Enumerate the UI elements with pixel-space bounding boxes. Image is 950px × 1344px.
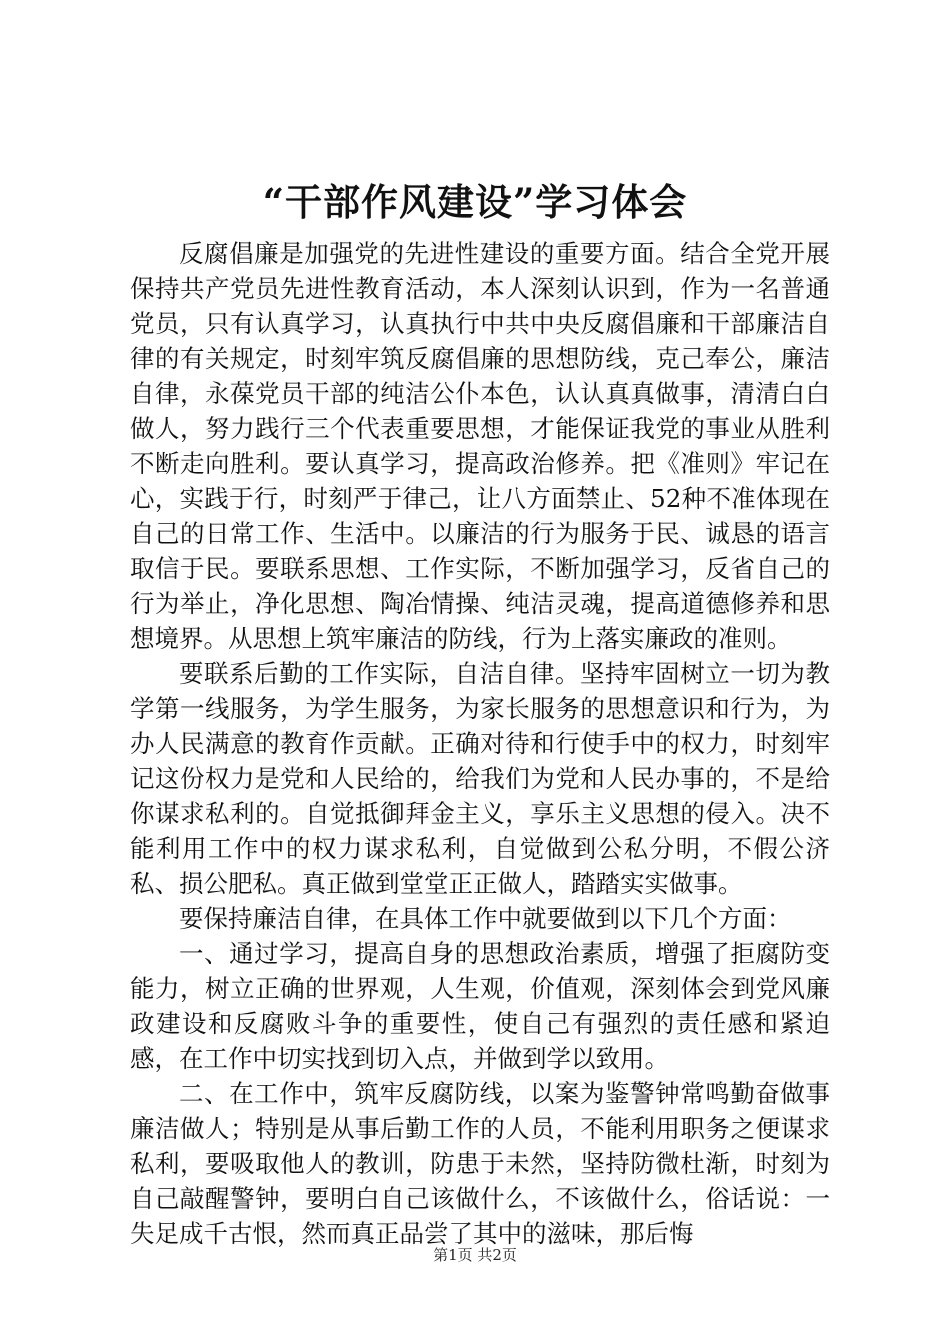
paragraph: 要保持廉洁自律，在具体工作中就要做到以下几个方面： [179,904,792,933]
page-title: “干部作风建设”学习体会 [262,180,688,224]
page-footer: 第1页 共2页 [433,1246,517,1264]
paragraph: 二、在工作中，筑牢反腐防线，以案为鉴警钟常鸣勤奋做事廉洁做人；特别是从事后勤工作的人员，不能利用职务之便谋求私利，要吸取他人的教训，防患于未然，坚持防微杜渐，时刻为自己敲醒警钟，要明白自己该做什么，不该做什么，俗话说：一失足成千古恨，然而真正品尝了其中的滋味，那后悔 [130,1079,830,1248]
document-body [130,236,830,1251]
paragraph: 反腐倡廉是加强党的先进性建设的重要方面。结合全党开展保持共产党员先进性教育活动，本人深刻认识到，作为一名普通党员，只有认真学习，认真执行中共中央反腐倡廉和干部廉洁自律的有关规定，时刻牢筑反腐倡廉的思想防线，克己奉公，廉洁自律，永葆党员干部的纯洁公仆本色，认认真真做事，清清白白做人，努力践行三个代表重要思想，才能保证我党的事业从胜利不断走向胜利。要认真学习，提高政治修养。把《准则》牢记在心，实践于行，时刻严于律己，让八方面禁止、52种不准体现在自己的日常工作、生活中。以廉洁的行为服务于民、诚恳的语言取信于民。要联系思想、工作实际，不断加强学习，反省自己的行为举止，净化思想、陶冶情操、纯洁灵魂，提高道德修养和思想境界。从思想上筑牢廉洁的防线，行为上落实廉政的准则。 [130,239,830,653]
paragraph: 要联系后勤的工作实际，自洁自律。坚持牢固树立一切为教学第一线服务，为学生服务，为家长服务的思想意识和行为，为办人民满意的教育作贡献。正确对待和行使手中的权力，时刻牢记这份权力是党和人民给的，给我们为党和人民办事的，不是给你谋求私利的。自觉抵御拜金主义，享乐主义思想的侵入。决不能利用工作中的权力谋求私利，自觉做到公私分明，不假公济私、损公肥私。真正做到堂堂正正做人，踏踏实实做事。 [130,659,830,898]
paragraph: 一、通过学习，提高自身的思想政治素质，增强了拒腐防变能力，树立正确的世界观，人生观，价值观，深刻体会到党风廉政建设和反腐败斗争的重要性，使自己有强烈的责任感和紧迫感，在工作中切实找到切入点，并做到学以致用。 [130,939,830,1073]
